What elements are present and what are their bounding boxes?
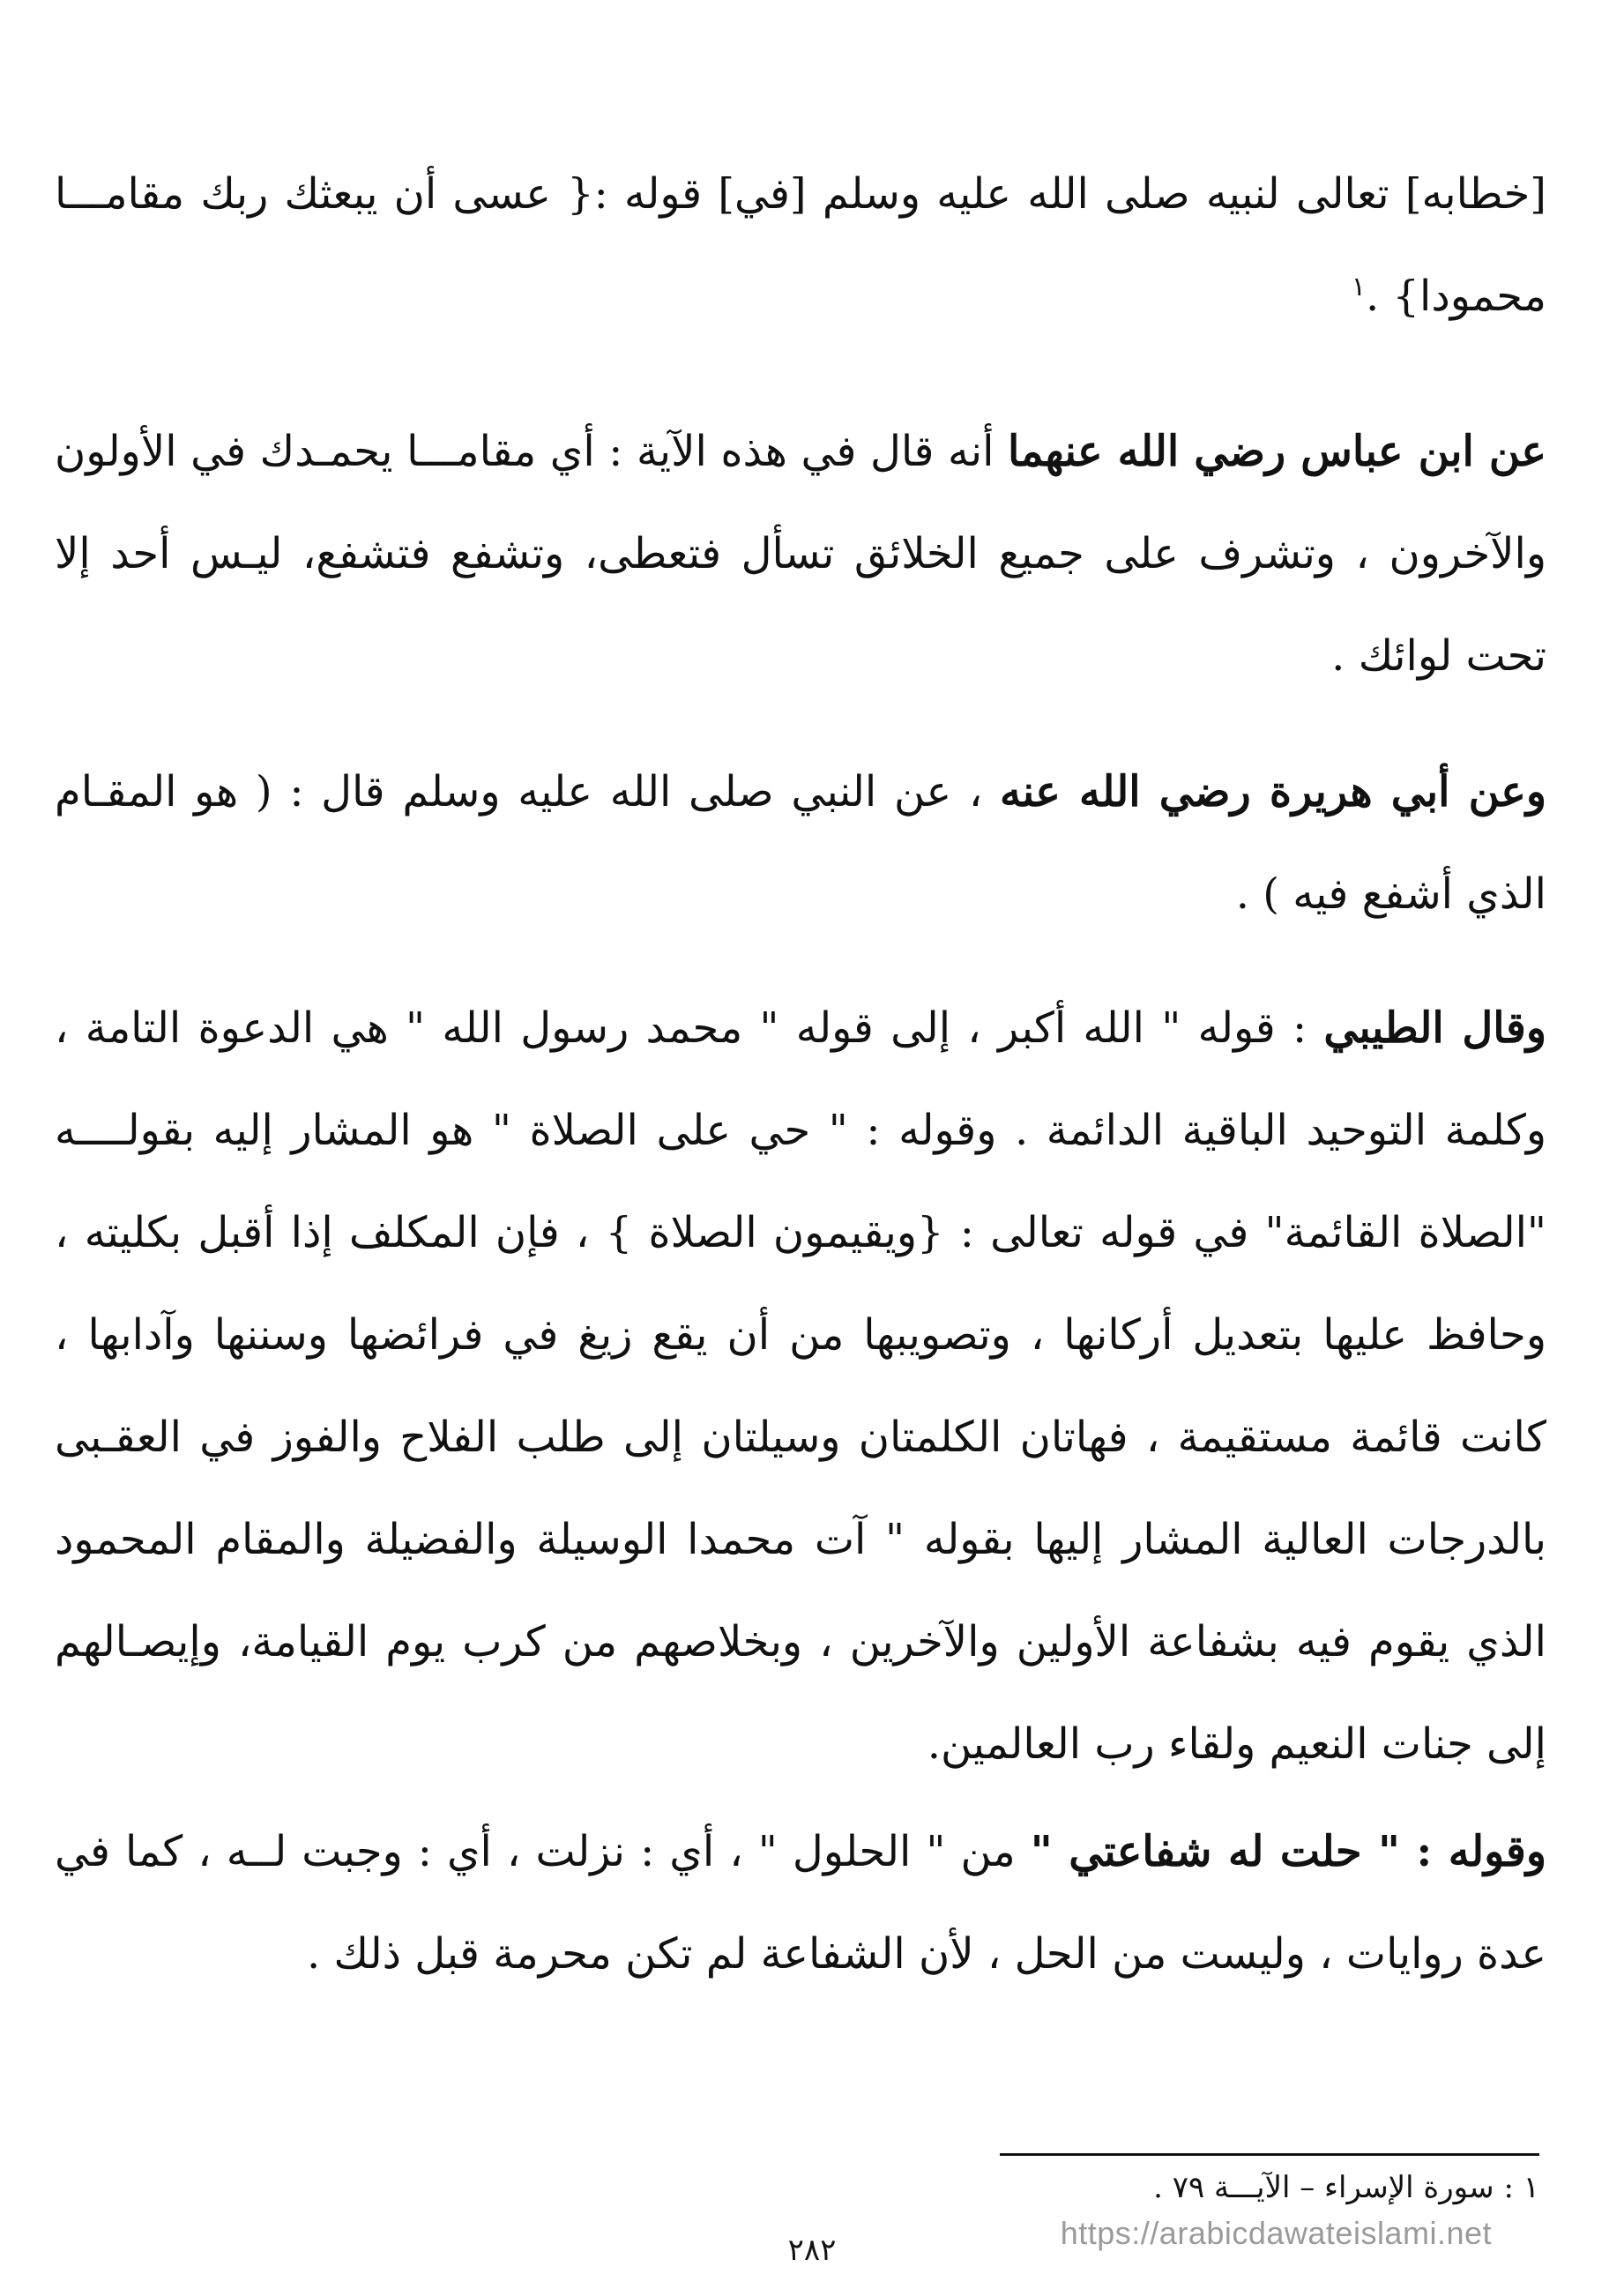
paragraph-4 [55,977,1546,1795]
footnote-reference: ١ [1351,272,1366,302]
watermark-url: https://arabicdawateislami.net [1060,2215,1492,2251]
paragraph-2 [55,400,1546,707]
paragraph-4-text: : قوله " الله أكبر ، إلى قوله " محمد رسول الله " هي الدعوة التامة ، وكلمة التوحيد الباقية الدائمة . وقوله : " حي على الصلاة " هو المشار إليه بقولــــه "الصلاة القائمة" في قوله تعالى : {ويقيمون الصلاة } ، فإن المكلف إذا أقبل بكليته ، وحافظ عليها بتعديل أركانها ، وتصويبها من أن يقع زيغ في فرائضها وسننها وآدابها ، كانت قائمة مستقيمة ، فهاتان الكلمتان وسيلتان إلى طلب الفلاح والفوز في العقـبى بالدرجات العالية المشار إليها بقوله " آت محمدا الوسيلة والفضيلة والمقام المحمود الذي يقوم فيه بشفاعة الأولين والآخرين ، وبخلاصهم من كرب يوم القيامة، وإيصـالهم إلى جنات النعيم ولقاء رب العالمين. [55,1003,1547,1769]
paragraph-3-text: ، عن النبي صلى الله عليه وسلم قال : ( هو المقـام الذي أشفع فيه ) . [55,767,1546,919]
paragraph-3 [55,741,1546,945]
paragraph-1 [55,143,1546,347]
paragraph-5-text: من " الحلول " ، أي : نزلت ، أي : وجبت لــه ، كما في عدة روايات ، وليست من الحل ، لأن الشفاعة لم تكن محرمة قبل ذلك . [55,1827,1546,1979]
paragraph-3-bold-lead: وعن أبي هريرة رضي الله عنه [1000,767,1547,816]
paragraph-5-bold-lead: وقوله : " حلت له شفاعتي " [1030,1827,1547,1876]
paragraph-1-text: [خطابه] تعالى لنبيه صلى الله عليه وسلم [في] قوله :{ عسى أن يبعثك ربك مقامـــا محمودا} . [55,169,1546,321]
paragraph-4-bold-lead: وقال الطيبي [1323,1003,1546,1053]
footnote: ١ : سورة الإسراء – الآيـــة ٧٩ . [1153,2170,1539,2205]
paragraph-2-text: أنه قال في هذه الآية : أي مقامـــا يحمـدك في الأولون والآخرون ، وتشرف على جميع الخلائق تسأل فتعطى، وتشفع فتشفع، ليـس أحد إلا تحت لوائك . [55,427,1546,681]
page-number: ٢٨٢ [787,2233,837,2268]
footnote-divider [1000,2153,1539,2156]
paragraph-5 [55,1801,1546,2005]
paragraph-2-bold-lead: عن ابن عباس رضي الله عنهما [1008,427,1546,476]
